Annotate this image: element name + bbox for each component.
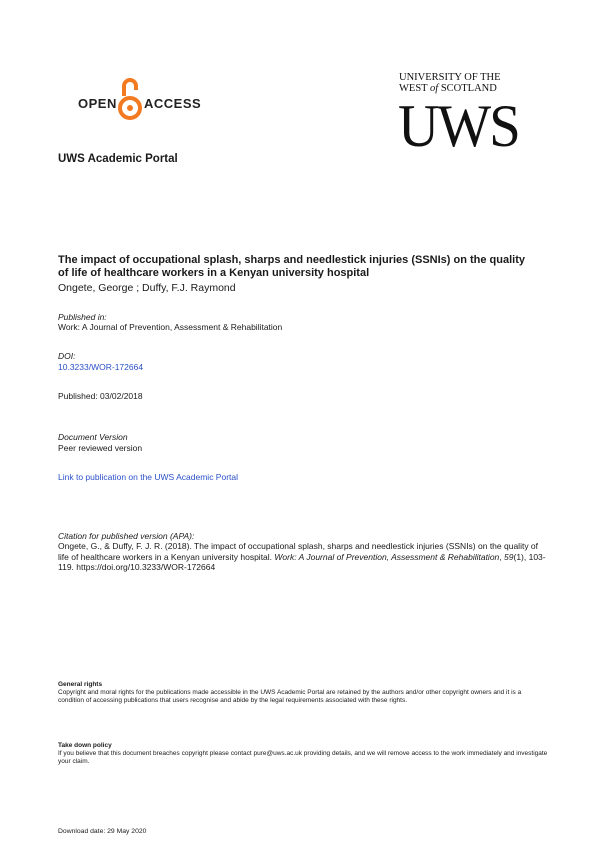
take-down-heading: Take down policy [58, 742, 112, 749]
citation-volume: 59 [504, 551, 514, 562]
portal-publication-link[interactable]: Link to publication on the UWS Academic Portal [58, 472, 239, 482]
doi-label: DOI: [58, 351, 76, 361]
portal-name: UWS Academic Portal [58, 153, 178, 165]
citation-part-2: (1), 103-119. https://doi.org/10.3233/WOR-172664 [58, 551, 546, 572]
take-down-text: If you believe that this document breaches copyright please contact pure@uws.ac.uk providing details, and we will remove access to the work immediately and investigate your claim. [58, 750, 548, 765]
uws-letters: UWS [398, 93, 519, 159]
general-rights-heading: General rights [58, 681, 103, 688]
document-version-value: Peer reviewed version [58, 443, 143, 453]
open-access-right-text: ACCESS [144, 96, 202, 111]
uws-logo [398, 72, 523, 158]
download-date: Download date: 29 May 2020 [58, 828, 147, 835]
document-version-label: Document Version [58, 432, 128, 442]
citation-part-1: Ongete, G., & Duffy, F. J. R. (2018). The impact of occupational splash, sharps and needlestick injuries (SSNIs) on the quality of life of healthcare workers in a Kenyan university hospital. [58, 541, 539, 562]
citation-sep: , [499, 551, 505, 562]
citation-text [58, 541, 548, 573]
citation-journal: Work: A Journal of Prevention, Assessment & Rehabilitation [274, 551, 500, 562]
uws-line-2-of: of [430, 83, 439, 94]
paper-title: The impact of occupational splash, sharps and needlestick injuries (SSNIs) on the quality of life of healthcare workers in a Kenyan university hospital [58, 254, 525, 279]
open-access-logo [78, 76, 203, 124]
published-date: Published: 03/02/2018 [58, 391, 143, 401]
published-in-value: Work: A Journal of Prevention, Assessment & Rehabilitation [58, 322, 283, 332]
published-in-label: Published in: [58, 312, 107, 322]
general-rights-text: Copyright and moral rights for the publications made accessible in the UWS Academic Portal are retained by the authors and/or other copyright owners and it is a condition of accessing publications that users recognise and abide by the legal requirements associated with these rights. [58, 689, 522, 704]
doi-link[interactable]: 10.3233/WOR-172664 [58, 362, 144, 372]
open-access-left-text: OPEN [78, 96, 117, 111]
uws-line-1: UNIVERSITY OF THE [399, 72, 501, 83]
uws-line-2-prefix: WEST [399, 83, 431, 94]
open-lock-icon [118, 76, 142, 124]
paper-authors: Ongete, George ; Duffy, F.J. Raymond [58, 282, 236, 294]
uws-line-2-suffix: SCOTLAND [438, 83, 497, 94]
citation-label: Citation for published version (APA): [58, 531, 195, 541]
